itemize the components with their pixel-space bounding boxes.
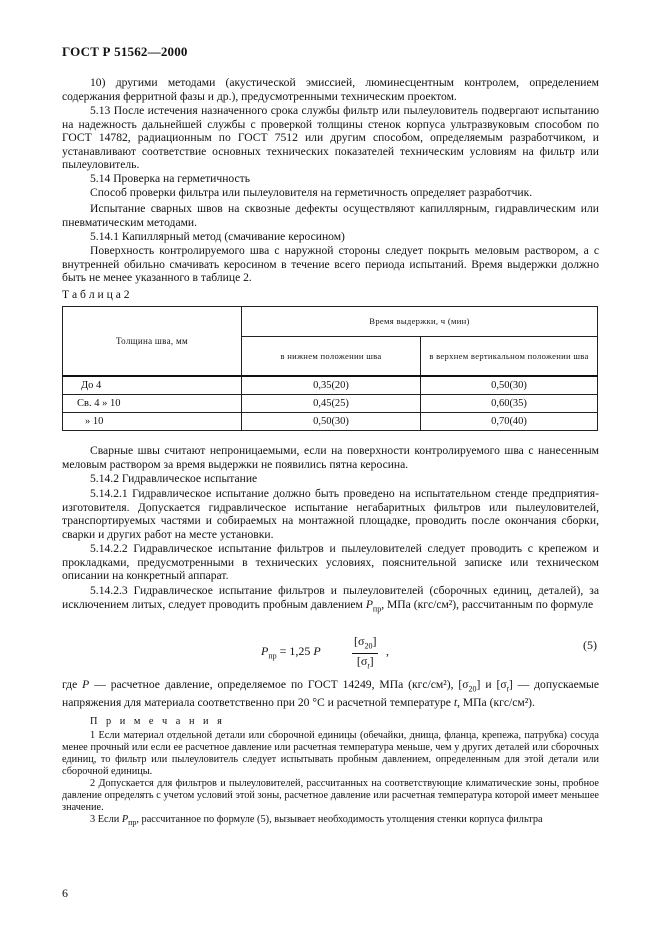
notes-title: П р и м е ч а н и я [90,716,225,727]
paragraph-5-14-2-title: 5.14.2 Гидравлическое испытание [90,472,258,485]
formula-number: (5) [583,638,597,652]
note-3: 3 Если $P_{пр}$, рассчитанное по формуле (5), вызывает необходимость утолщения стенки корпуса фильтра [90,814,543,828]
paragraph-5-14-title: 5.14 Проверка на герметичность [90,172,250,185]
paragraph-5-14-2-2: 5.14.2.2 Гидравлическое испытание фильтров и пылеуловителей следует проводить с крепежом и прокладками, предусмотренными в технических условиях, пояснительной записке или техническом описании на конкретный аппарат. [62,542,599,583]
paragraph-weld-tight: Сварные швы считают непроницаемыми, если на поверхности контролируемого шва с нанесенным меловым раствором за время выдержки не появились пятна керосина. [62,444,599,471]
formula-fraction: $\frac{[\sigma_{20}]}{[\sigma_t]}$ [354,634,377,671]
table-row [63,395,598,413]
table-cell-thickness: Св. 4 » 10 [63,395,242,413]
table-caption: Т а б л и ц а 2 [62,288,130,301]
table-cell-upper: 0,50(30) [421,376,598,395]
table-cell-lower: 0,45(25) [242,395,421,413]
table-cell-upper: 0,60(35) [421,395,598,413]
paragraph-where: где P — расчетное давление, определяемое по ГОСТ 14249, МПа (кгс/см²), $[\sigma_{20}]$ и $[\sigma_t]$ — допускаемые напряжения для материала соответственно при 20 °С и расчетной температуре t, МПа (кгс/см²). [62,678,599,709]
table-cell-thickness: » 10 [63,413,242,431]
table-cell-thickness: До 4 [63,376,242,395]
table-header-thickness: Толщина шва, мм [63,307,242,377]
paragraph-leak-method: Способ проверки фильтра или пылеуловителя на герметичность определяет разработчик. [90,186,533,199]
page-number: 6 [62,886,68,900]
note-2: 2 Допускается для фильтров и пылеуловителей, рассчитанных на соответствующие климатические зоны, пробное давление определять с учетом условий этой зоны, расчетное давление или расчетная температура которой имеет меньшее значение. [62,778,599,813]
table-cell-upper: 0,70(40) [421,413,598,431]
table-header-lower: в нижнем положении шва [242,337,421,377]
table-cell-lower: 0,50(30) [242,413,421,431]
table-row [63,376,598,395]
note-1: 1 Если материал отдельной детали или сборочной единицы (обечайки, днища, фланца, крепежа, патрубка) сосуда менее прочный или если ее расчетное давление или расчетная температура меньше, чем у других деталей или сборочных единиц, то фильтр или пылеуловитель следует испытывать пробным давлением, определенным для этой детали или сборочной единицы. [62,730,599,777]
table-header-upper: в верхнем вертикальном положении шва [421,337,598,377]
holding-time-table [62,306,598,431]
paragraph-item-10: 10) другими методами (акустической эмиссией, люминесцентным контролем, определением содержания ферритной фазы и др.), предусмотренными техническим проектом. [62,76,599,103]
paragraph-weld-test: Испытание сварных швов на сквозные дефекты осуществляют капиллярным, гидравлическим или пневматическим методами. [62,202,599,229]
table-row [63,413,598,431]
formula-5: $P_{пр} = 1,25$ P $\frac{[\sigma_{20}]}{[\sigma_t]}$ , (5) [0,634,661,674]
paragraph-5-14-2-3: 5.14.2.3 Гидравлическое испытание фильтров и пылеуловителей (сборочных единиц, деталей), за исключением литых, следует проводить пробным давлением $P_{пр}$, МПа (кгс/см²), рассчитанным по формуле [62,584,599,613]
paragraph-5-13: 5.13 После истечения назначенного срока службы фильтр или пылеуловитель подвергают испытанию на надежность дальнейшей службы с проверкой толщины стенок корпуса ультразвуковым способом по ГОСТ 14782, радиационным по ГОСТ 7512 или другим способом, определяемым разработчиком, и устанавливают соответствие основных технических показателей техническим условиям на фильтр или пылеуловитель. [62,104,599,172]
paragraph-5-14-2-1: 5.14.2.1 Гидравлическое испытание должно быть проведено на испытательном стенде предприятия-изготовителя. Допускается гидравлическое испытание негабаритных фильтров или пылеуловителей, транспортируемых частями и собираемых на монтажной площадке, проводить после окончания сборки, сварки и других работ на месте установки. [62,487,599,541]
paragraph-capillary: Поверхность контролируемого шва с наружной стороны следует покрыть меловым раствором, а с внутренней обильно смачивать керосином в течение всего периода испытаний. Время выдержки должно быть не менее указанного в таблице 2. [62,244,599,285]
paragraph-5-14-1-title: 5.14.1 Капиллярный метод (смачивание керосином) [90,230,345,243]
document-header: ГОСТ Р 51562—2000 [62,44,188,59]
table-header-time: Время выдержки, ч (мин) [242,307,598,337]
table-cell-lower: 0,35(20) [242,376,421,395]
